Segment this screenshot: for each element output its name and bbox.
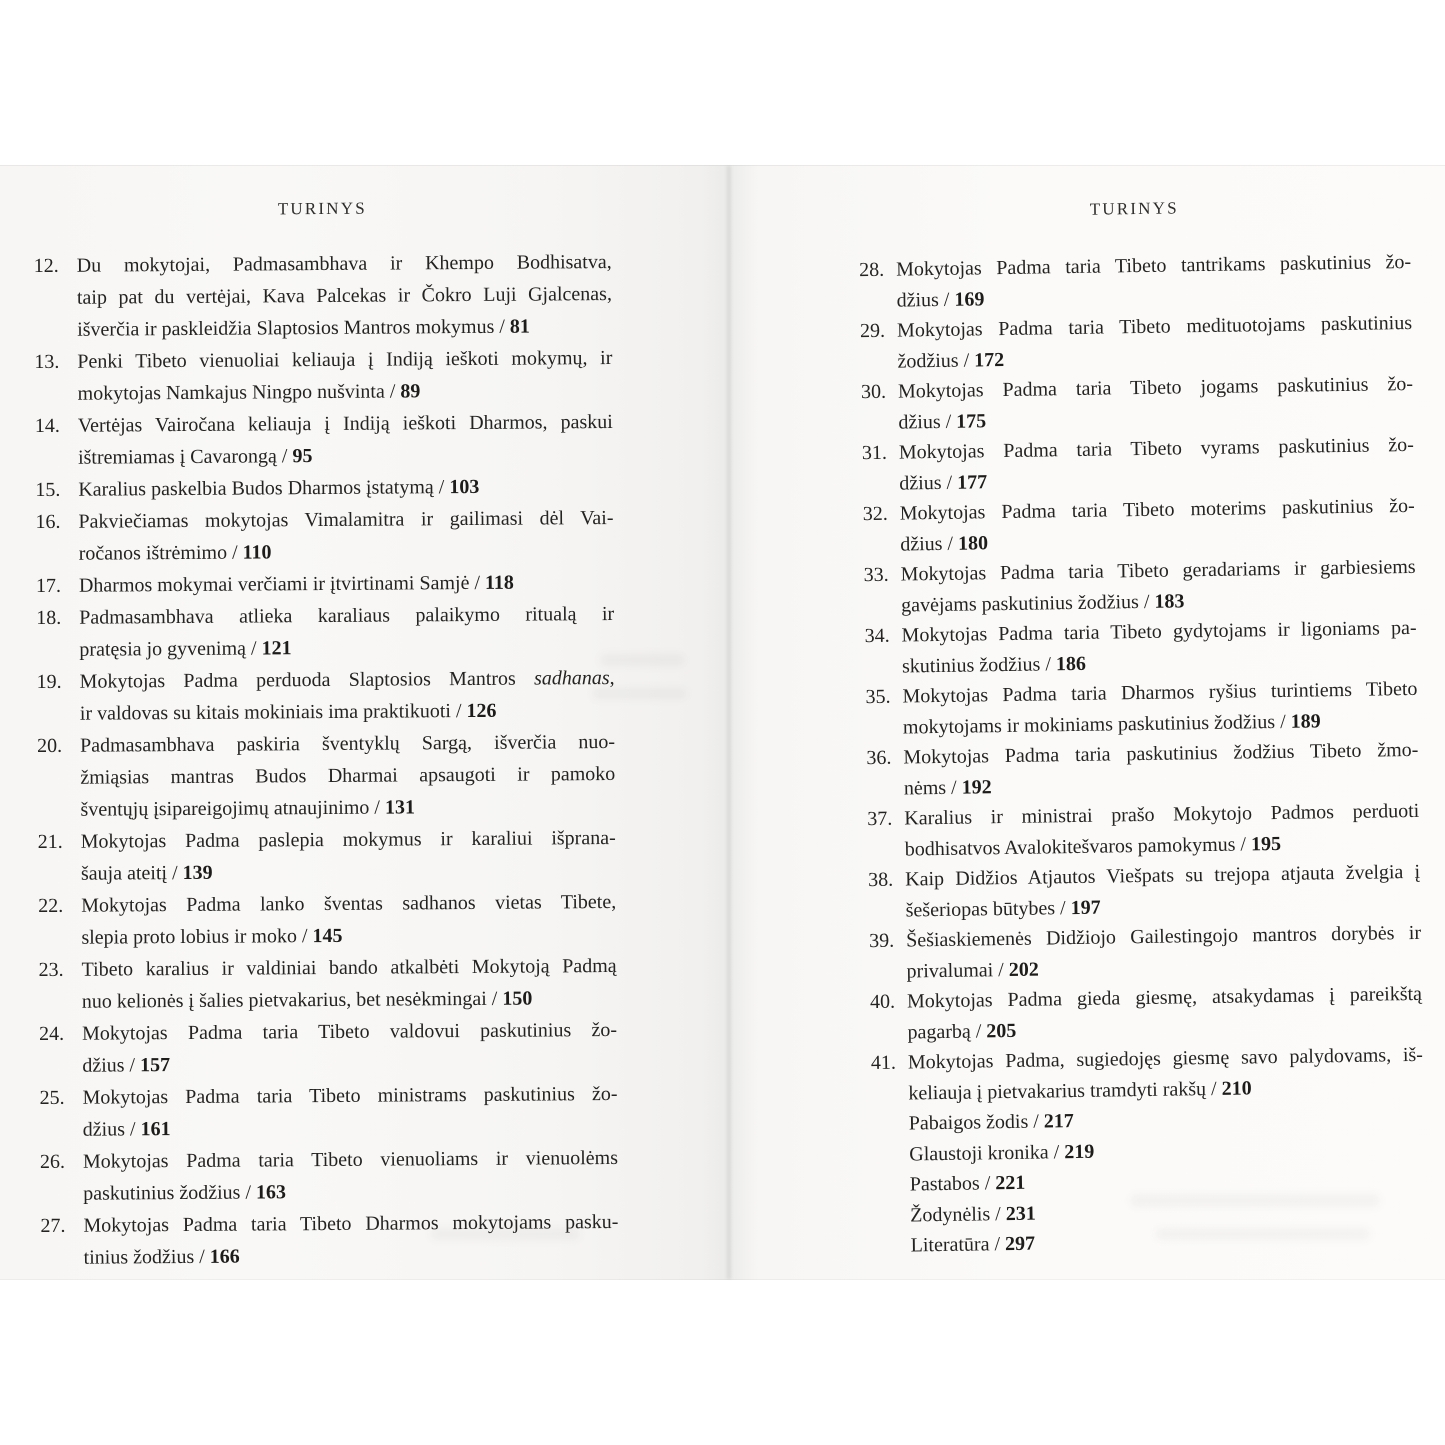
item-number: 12. [33, 254, 59, 278]
toc-line: skutinius žodžius / 186 [901, 652, 1087, 678]
toc-line: gavėjams paskutinius žodžius / 183 [900, 589, 1185, 617]
toc-item [870, 979, 1423, 1048]
page-number: 169 [954, 287, 985, 311]
page-number: 189 [1290, 709, 1321, 733]
page-number: 186 [1055, 652, 1087, 675]
toc-line: šauja ateitį / 139 [80, 861, 213, 885]
item-number: 26. [39, 1150, 66, 1174]
page-number: 172 [974, 348, 1005, 371]
item-number: 15. [35, 478, 61, 502]
toc-item [36, 598, 614, 666]
item-number: 36. [866, 746, 892, 770]
page-title: TURINYS [277, 198, 367, 219]
toc-item [869, 918, 1422, 987]
item-number: 35. [865, 685, 891, 709]
toc-line: žmiąsias mantras Budos Dharmai apsaugoti ir pamoko [80, 762, 616, 789]
toc-item [860, 308, 1413, 377]
item-number: 34. [864, 624, 890, 648]
page-number: 110 [242, 541, 272, 564]
item-number: 13. [34, 350, 60, 374]
toc-item [871, 1040, 1424, 1109]
toc-item [39, 950, 617, 1018]
toc-line: Mokytojas Padma taria Tibeto vienuoliams ir vienuolėms [82, 1146, 619, 1173]
toc-line: Mokytojas Padma gieda giesmę, atsakydamas į pareikštą [906, 982, 1423, 1013]
toc-item [35, 406, 613, 474]
toc-line: Padmasambhava atlieka karaliaus palaikymo ritualą ir [79, 602, 615, 629]
toc-line: Mokytojas Padma taria Tibeto vyrams paskutinius žo- [898, 433, 1414, 464]
toc-line: Mokytojas Padma taria Dharmos ryšius turintiems Tibeto [902, 677, 1418, 708]
page-number: 217 [1043, 1110, 1074, 1133]
toc-item [867, 796, 1420, 865]
page-number: 231 [1005, 1202, 1036, 1225]
item-number: 30. [860, 380, 887, 404]
toc-line: mokytojams ir mokiniams paskutinius žodžius / 189 [902, 709, 1321, 739]
toc-line: Mokytojas Padma taria Tibeto jogams paskutinius žo- [897, 372, 1414, 403]
page-number: 139 [182, 861, 213, 885]
page-number: 177 [956, 470, 988, 494]
item-number: 25. [39, 1086, 65, 1110]
toc-line: Tibeto karalius ir valdiniai bando atkalbėti Mokytoją Padmą [81, 954, 617, 981]
toc-item [859, 247, 1412, 316]
item-number: 20. [36, 734, 63, 758]
toc-line: Mokytojas Padma taria Tibeto ministrams paskutinius žo- [82, 1082, 618, 1109]
toc-line: ir valdovas su kitais mokiniais ima praktikuoti / 126 [79, 699, 497, 725]
page-number: 195 [1250, 832, 1282, 855]
item-number: 31. [861, 441, 888, 465]
page-number: 297 [1004, 1232, 1036, 1256]
page-number: 219 [1064, 1140, 1095, 1163]
toc-line: Mokytojas Padma taria Tibeto geradariams ir garbiesiems [900, 555, 1416, 586]
page-number: 163 [255, 1181, 287, 1204]
item-number: 40. [869, 990, 896, 1014]
toc-line: slepia proto lobius ir moko / 145 [81, 924, 343, 949]
open-book-spread [0, 165, 1445, 1280]
toc-line: Mokytojas Padma taria Tibeto moterims paskutinius žo- [899, 494, 1415, 525]
toc-line: Glaustoji kronika / 219 [909, 1140, 1095, 1165]
toc-item [864, 613, 1417, 682]
toc-line: mokytojas Namkajus Ningpo nušvinta / 89 [77, 380, 421, 405]
toc-item [34, 342, 612, 410]
item-number: 17. [35, 574, 62, 598]
toc-item [39, 1078, 617, 1146]
toc-line: Mokytojas Padma taria Tibeto Dharmos mokytojams pasku- [83, 1210, 619, 1237]
toc-line: džius / 177 [899, 470, 988, 495]
page-number: 205 [986, 1019, 1017, 1042]
toc-item [37, 662, 615, 730]
item-number: 21. [37, 830, 63, 854]
item-number: 22. [38, 894, 64, 918]
toc-line: džius / 161 [82, 1118, 171, 1141]
toc-line: Mokytojas Padma taria Tibeto valdovui paskutinius žo- [81, 1018, 618, 1045]
right-page [858, 195, 1426, 1262]
toc-line: paskutinius žodžius / 163 [83, 1181, 287, 1205]
toc-line: Penki Tibeto vienuoliai keliauja į Indiją ieškoti mokymų, ir [77, 346, 613, 373]
toc-line: džius / 169 [896, 287, 985, 312]
page-number: 118 [484, 571, 514, 594]
toc-line: Karalius paskelbia Budos Dharmos įstatymą / 103 [78, 475, 480, 501]
toc-item [38, 822, 616, 890]
toc-line: Mokytojas Padma, sugiedojęs giesmę savo palydovams, iš- [907, 1043, 1424, 1074]
toc-item [40, 1206, 618, 1274]
toc-line: žodžius / 172 [897, 348, 1005, 373]
item-number: 41. [870, 1051, 897, 1075]
toc-item [863, 491, 1416, 560]
toc-line: Pakviečiamas mokytojas Vimalamitra ir gailimasi dėl Vai- [78, 506, 614, 533]
item-number: 14. [34, 414, 60, 438]
table-of-contents-right [859, 247, 1426, 1262]
page-number: 166 [209, 1245, 240, 1268]
item-number: 29. [859, 319, 886, 343]
toc-line: keliauja į pietvakarius tramdyti rakšų / 210 [908, 1076, 1252, 1105]
toc-line: Šešiaskiemenės Didžiojo Gailestingojo mantros dorybės ir [905, 921, 1422, 952]
toc-line: džius / 175 [898, 409, 987, 434]
page-number: 183 [1154, 589, 1185, 613]
item-number: 18. [36, 606, 62, 630]
toc-line: nėms / 192 [903, 775, 992, 800]
table-of-contents-left [34, 246, 619, 1274]
toc-line: Mokytojas Padma perduoda Slaptosios Mantros sadhanas, [79, 666, 615, 693]
toc-line: Mokytojas Padma taria Tibeto gydytojams ir ligoniams pa- [901, 616, 1417, 647]
left-page [33, 197, 618, 1274]
toc-line: Padmasambhava paskiria šventyklų Sargą, išverčia nuo- [79, 730, 616, 757]
toc-line: Karalius ir ministrai prašo Mokytojo Padmos perduoti [904, 799, 1420, 830]
item-number: 23. [38, 958, 64, 982]
toc-line: Žodynėlis / 231 [910, 1202, 1036, 1226]
toc-item [866, 735, 1419, 804]
page-number: 131 [384, 796, 415, 819]
toc-line: džius / 180 [900, 531, 989, 556]
toc-line: nuo kelionės į šalies pietvakarius, bet nesėkmingai / 150 [81, 987, 533, 1013]
toc-line: Pastabos / 221 [909, 1171, 1026, 1196]
page-number: 145 [312, 924, 343, 948]
toc-line: Mokytojas Padma taria Tibeto medituotojams paskutinius [896, 311, 1413, 342]
toc-line: pratęsia jo gyvenimą / 121 [79, 637, 292, 661]
page-number: 121 [261, 637, 292, 660]
toc-line: Mokytojas Padma taria paskutinius žodžius Tibeto žmo- [903, 738, 1419, 769]
toc-line: pagarbą / 205 [907, 1019, 1017, 1044]
item-number: 16. [35, 510, 61, 534]
toc-item [40, 1142, 618, 1210]
toc-item [862, 430, 1415, 499]
page-number: 180 [957, 531, 989, 555]
toc-line: taip pat du vertėjai, Kava Palcekas ir Čokro Luji Gjalcenas, [76, 282, 613, 309]
toc-item [861, 369, 1414, 438]
toc-line: išverčia ir paskleidžia Slaptosios Mantros mokymus / 81 [77, 315, 530, 341]
page-number: 157 [140, 1054, 171, 1077]
page-number: 103 [449, 475, 480, 499]
toc-line: Dharmos mokymai verčiami ir įtvirtinami Samjė / 118 [78, 571, 514, 597]
toc-item [36, 566, 614, 602]
page-number: 126 [466, 699, 497, 723]
page-number: 197 [1070, 896, 1101, 919]
item-number: 19. [36, 670, 62, 694]
toc-line: Pabaigos žodis / 217 [908, 1110, 1074, 1135]
item-number: 39. [868, 929, 895, 953]
toc-line: Mokytojas Padma paslepia mokymus ir karaliui išprana- [80, 826, 616, 853]
item-number: 32. [862, 502, 888, 526]
item-number: 33. [863, 563, 889, 587]
toc-item [863, 552, 1416, 621]
toc-line: ištremiamas į Cavarongą / 95 [77, 445, 313, 469]
toc-line: Mokytojas Padma taria Tibeto tantrikams paskutinius žo- [896, 250, 1412, 281]
item-number: 27. [40, 1214, 66, 1238]
page-number: 210 [1221, 1076, 1252, 1100]
item-number: 24. [39, 1022, 65, 1046]
page-number: 150 [502, 987, 533, 1010]
page-number: 95 [292, 445, 313, 468]
item-number: 28. [859, 258, 885, 282]
page-number: 221 [995, 1171, 1026, 1195]
toc-item [34, 246, 613, 346]
page-number: 161 [140, 1118, 171, 1141]
toc-line: Du mokytojai, Padmasambhava ir Khempo Bodhisatva, [76, 250, 612, 277]
page-number: 192 [961, 775, 992, 799]
toc-item [38, 886, 616, 954]
toc-item [35, 470, 613, 506]
toc-line: ročanos ištrėmimo / 110 [78, 541, 272, 565]
toc-line: tinius žodžius / 166 [83, 1245, 240, 1269]
item-number: 38. [868, 868, 894, 892]
book-spine-crease [725, 166, 733, 1279]
toc-line: šventųjų įsipareigojimų atnaujinimo / 131 [80, 796, 415, 821]
toc-line: šešeriopas būtybes / 197 [905, 896, 1101, 922]
toc-line: bodhisatvos Avalokitešvaros pamokymus / 195 [904, 832, 1282, 861]
page-title: TURINYS [1089, 198, 1179, 219]
toc-line: džius / 157 [82, 1054, 171, 1077]
toc-line: Literatūra / 297 [910, 1232, 1036, 1257]
toc-item [35, 502, 613, 570]
toc-item [39, 1014, 617, 1082]
toc-line: Vertėjas Vairočana keliauja į Indiją ieškoti Dharmos, paskui [77, 410, 613, 437]
toc-line: privalumai / 202 [906, 958, 1039, 983]
page-number: 202 [1008, 958, 1039, 981]
toc-line: Kaip Didžios Atjautos Viešpats su trejopa atjauta žvelgia į [905, 860, 1421, 891]
toc-item [865, 674, 1418, 743]
toc-line: Mokytojas Padma lanko šventas sadhanos vietas Tibete, [81, 890, 617, 917]
page-number: 175 [956, 409, 987, 433]
item-number: 37. [867, 807, 893, 831]
toc-item [868, 857, 1421, 926]
page-number: 81 [509, 315, 530, 338]
toc-item [37, 726, 616, 826]
page-number: 89 [400, 380, 421, 403]
